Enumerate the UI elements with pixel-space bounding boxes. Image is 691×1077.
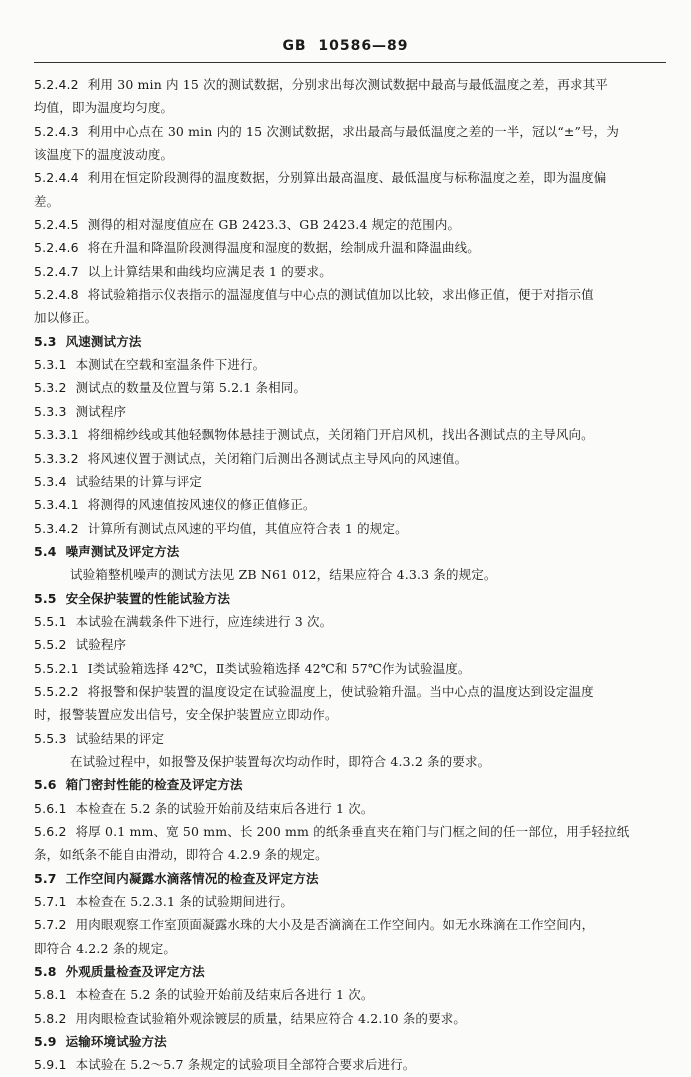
clause-number: 5.2.4.5 [34,217,79,233]
clause-number: 5.7.1 [34,894,67,910]
clause-line [34,166,668,189]
clause-text: 均值，即为温度均匀度。 [34,100,174,116]
clause-number: 5.5.2 [34,637,67,653]
section-heading [34,540,668,563]
section-heading [34,960,668,983]
clause-text: 本检查在 5.2 条的试验开始前及结束后各进行 1 次。 [75,800,374,816]
clause-number: 5.3.1 [34,357,67,373]
clause-number: 5.3.2 [34,380,67,396]
clause-text: 将风速仪置于测试点，关闭箱门后测出各测试点主导风向的风速值。 [87,450,468,466]
clause-text: 试验结果的评定 [75,730,165,746]
section-heading [34,1030,668,1053]
document-body [34,73,668,1077]
clause-number: 5.2.4.4 [34,170,79,186]
clause-line [34,376,668,399]
clause-line [34,73,668,96]
clause-number: 5.7.2 [34,917,67,933]
clause-text: 利用在恒定阶段测得的温度数据，分别算出最高温度、最低温度与标称温度之差，即为温度偏 [87,170,607,186]
clause-number: 5.6 [34,777,57,793]
clause-text: 试验箱整机噪声的测试方法见 ZB N61 012，结果应符合 4.3.3 条的规定。 [70,567,497,583]
clause-text: 将试验箱指示仪表指示的温湿度值与中心点的测试值加以比较，求出修正值，便于对指示值 [87,287,594,303]
continuation-line [34,563,668,586]
page-header: GB 10586—89 [282,38,409,54]
clause-text: 本试验在 5.2～5.7 条规定的试验项目全部符合要求后进行。 [75,1057,416,1073]
clause-number: 5.3.3.1 [34,427,79,443]
clause-text: 计算所有测试点风速的平均值，其值应符合表 1 的规定。 [87,520,408,536]
clause-number: 5.8 [34,964,57,980]
clause-line [34,1053,668,1076]
clause-line [34,983,668,1006]
section-heading [34,330,668,353]
clause-number: 5.8.1 [34,987,67,1003]
clause-number: 5.9 [34,1034,57,1050]
clause-line [34,890,668,913]
clause-text: 差。 [34,193,60,209]
continuation-line [34,843,668,866]
continuation-line [34,96,668,119]
continuation-line [34,703,668,726]
clause-text: 时，报警装置应发出信号，安全保护装置应立即动作。 [34,707,338,723]
clause-text: 将厚 0.1 mm、宽 50 mm、长 200 mm 的纸条垂直夹在箱门与门框之间的任一部位，用手轻拉纸 [75,824,630,839]
clause-text: 运输环境试验方法 [65,1034,167,1050]
clause-line [34,517,668,540]
clause-text: 用肉眼检查试验箱外观涂镀层的质量，结果应符合 4.2.10 条的要求。 [75,1010,467,1026]
continuation-line [34,937,668,960]
clause-text: Ⅰ类试验箱选择 42℃，Ⅱ类试验箱选择 42℃和 57℃作为试验温度。 [87,660,471,676]
clause-line [34,657,668,680]
clause-line [34,820,668,843]
clause-number: 5.3.4.2 [34,520,79,536]
clause-line [34,400,668,423]
clause-text: 用肉眼观察工作室顶面凝露水珠的大小及是否滴滴在工作空间内。如无水珠滴在工作空间内， [75,917,595,933]
clause-number: 5.3.3.2 [34,450,79,466]
clause-text: 以上计算结果和曲线均应满足表 1 的要求。 [87,263,332,279]
clause-text: 风速测试方法 [65,333,142,349]
clause-text: 箱门密封性能的检查及评定方法 [65,777,243,793]
clause-line [34,423,668,446]
clause-text: 利用中心点在 30 min 内的 15 次测试数据，求出最高与最低温度之差的一半，冠以“±”号，为 [87,123,619,139]
clause-number: 5.3 [34,333,57,349]
clause-line [34,797,668,820]
clause-text: 即符合 4.2.2 条的规定。 [34,940,177,956]
clause-number: 5.6.1 [34,800,67,816]
clause-number: 5.3.3 [34,403,67,419]
clause-text: 将在升温和降温阶段测得温度和湿度的数据，绘制成升温和降温曲线。 [87,240,480,256]
continuation-line [34,190,668,213]
clause-number: 5.5 [34,590,57,606]
clause-text: 加以修正。 [34,310,98,326]
clause-text: 将细棉纱线或其他轻飘物体悬挂于测试点，关闭箱门开启风机，找出各测试点的主导风向。 [87,427,594,443]
clause-number: 5.2.4.6 [34,240,79,256]
clause-line [34,213,668,236]
clause-line [34,447,668,470]
clause-line [34,260,668,283]
clause-number: 5.9.1 [34,1057,67,1073]
clause-number: 5.6.2 [34,824,67,839]
clause-line [34,236,668,259]
continuation-line [34,143,668,166]
clause-text: 测得的相对湿度值应在 GB 2423.3、GB 2423.4 规定的范围内。 [87,217,461,233]
clause-text: 本检查在 5.2.3.1 条的试验期间进行。 [75,894,294,910]
clause-text: 本试验在满载条件下进行，应连续进行 3 次。 [75,613,333,629]
clause-number: 5.2.4.2 [34,77,79,92]
clause-line [34,680,668,703]
clause-text: 工作空间内凝露水滴落情况的检查及评定方法 [65,870,319,886]
clause-line [34,353,668,376]
clause-line [34,633,668,656]
section-heading [34,867,668,890]
clause-number: 5.2.4.3 [34,123,79,139]
clause-text: 本检查在 5.2 条的试验开始前及结束后各进行 1 次。 [75,987,374,1003]
clause-line [34,493,668,516]
clause-text: 利用 30 min 内 15 次的测试数据，分别求出每次测试数据中最高与最低温度之差，再求其平 [87,77,608,92]
clause-number: 5.3.4 [34,473,67,489]
clause-number: 5.3.4.1 [34,497,79,513]
clause-number: 5.5.2.1 [34,660,79,676]
clause-number: 5.2.4.8 [34,287,79,303]
clause-text: 将报警和保护装置的温度设定在试验温度上，使试验箱升温。当中心点的温度达到设定温度 [87,683,594,699]
clause-line [34,913,668,936]
clause-number: 5.5.3 [34,730,67,746]
clause-number: 5.7 [34,870,57,886]
clause-text: 本测试在空载和室温条件下进行。 [75,357,266,373]
continuation-line [34,750,668,773]
header-rule [34,62,666,63]
clause-line [34,120,668,143]
clause-text: 将测得的风速值按风速仪的修正值修正。 [87,497,316,513]
clause-text: 测试程序 [75,403,127,419]
clause-line [34,727,668,750]
clause-text: 该温度下的温度波动度。 [34,147,174,163]
clause-number: 5.5.1 [34,613,67,629]
clause-number: 5.2.4.7 [34,263,79,279]
clause-line [34,1007,668,1030]
clause-line [34,470,668,493]
clause-text: 试验程序 [75,637,127,653]
clause-text: 测试点的数量及位置与第 5.2.1 条相同。 [75,380,307,396]
continuation-line [34,306,668,329]
clause-number: 5.4 [34,543,57,559]
clause-text: 噪声测试及评定方法 [65,543,180,559]
clause-number: 5.8.2 [34,1010,67,1026]
clause-text: 在试验过程中，如报警及保护装置每次均动作时，即符合 4.3.2 条的要求。 [70,753,491,769]
clause-number: 5.5.2.2 [34,683,79,699]
clause-text: 安全保护装置的性能试验方法 [65,590,231,606]
clause-text: 外观质量检查及评定方法 [65,964,205,980]
clause-line [34,610,668,633]
section-heading [34,587,668,610]
clause-line [34,283,668,306]
clause-text: 试验结果的计算与评定 [75,473,203,489]
section-heading [34,773,668,796]
clause-text: 条，如纸条不能自由滑动，即符合 4.2.9 条的规定。 [34,847,328,863]
